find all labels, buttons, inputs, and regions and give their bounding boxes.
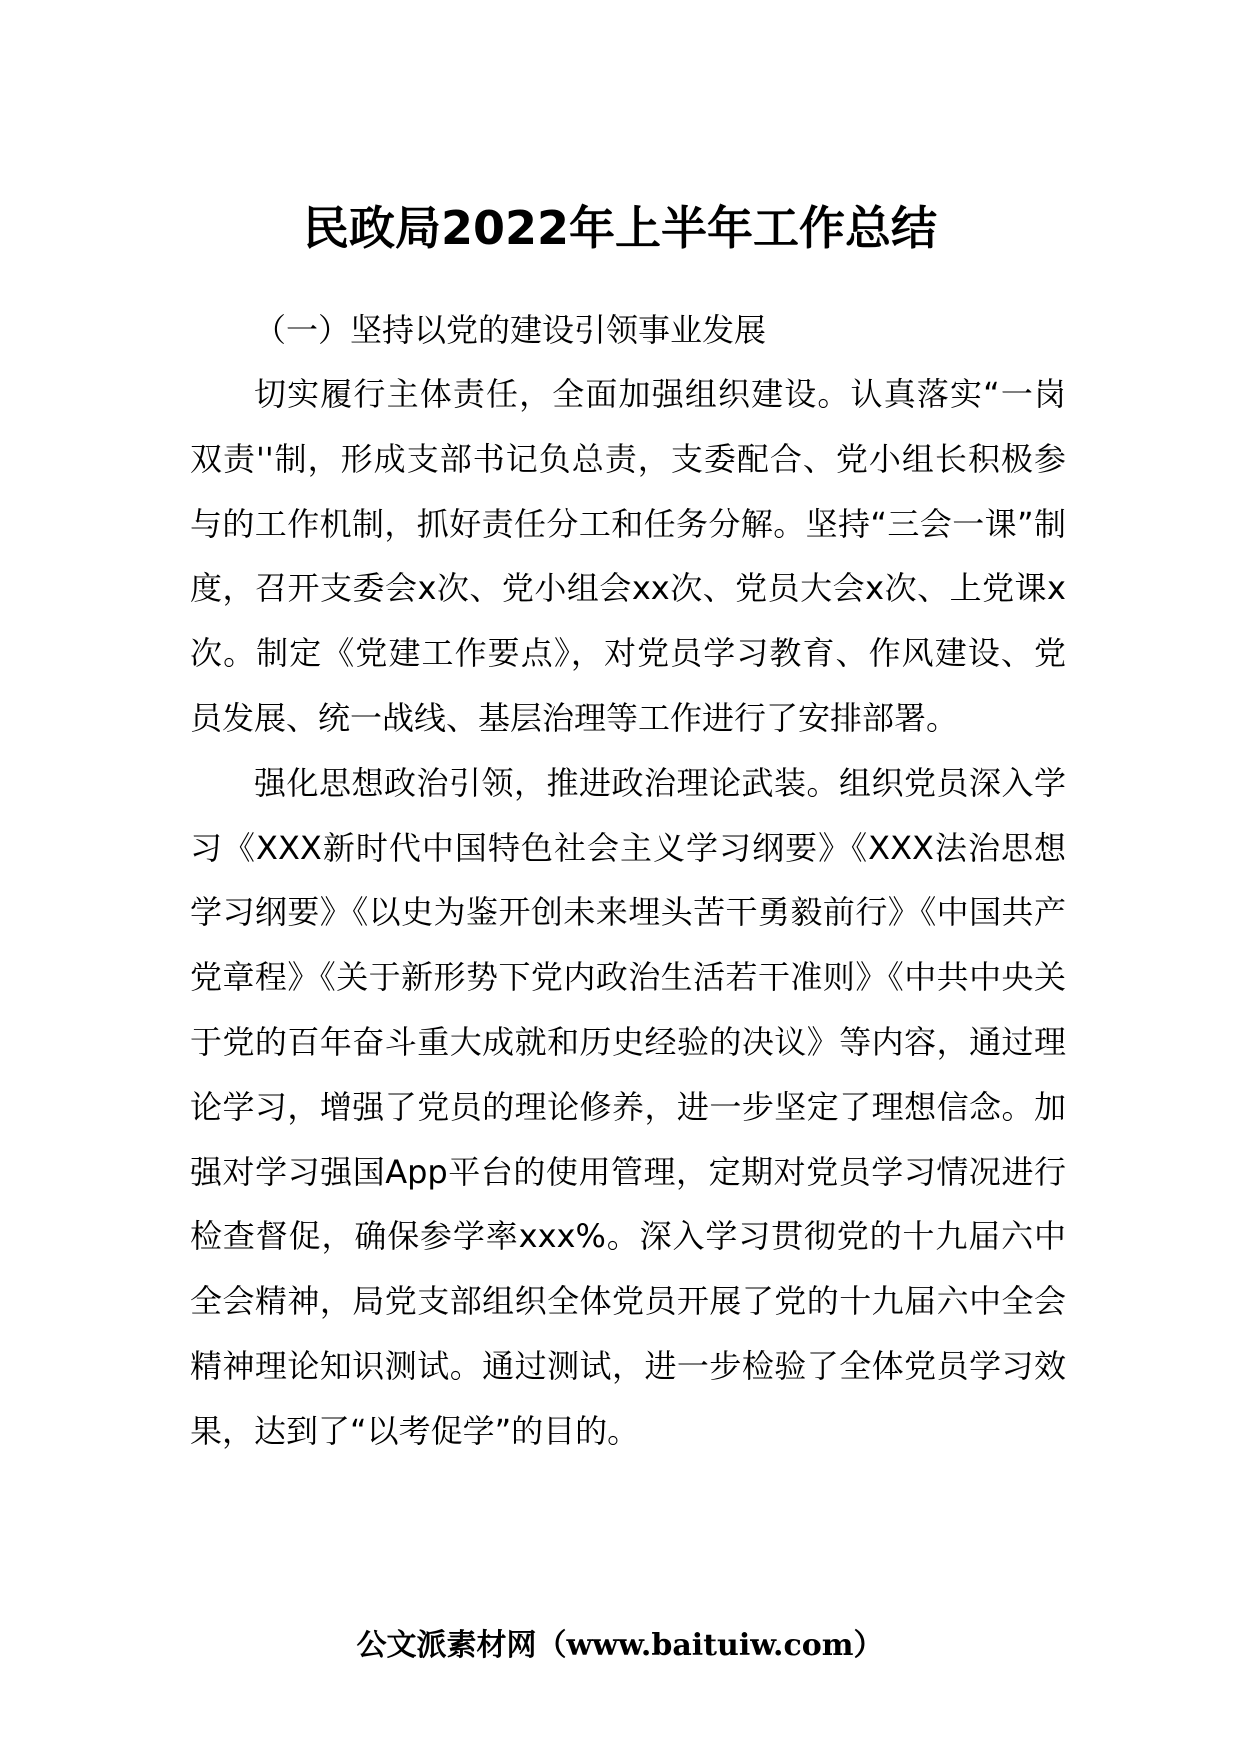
footer-site-url: www.baituiw.com xyxy=(566,1628,854,1663)
footer-site-label: 公文派素材网 xyxy=(356,1628,537,1663)
paragraph-organization-building: 切实履行主体责任，全面加强组织建设。认真落实“一岗双责''制，形成支部书记负总责，支委配合、党小组长积极参与的工作机制，抓好责任分工和任务分解。坚持“三会一课”制度，召开支委会x次、党小组会xx次、党员大会x次、上党课x次。制定《党建工作要点》，对党员学习教育、作风建设、党员发展、统一战线、基层治理等工作进行了安排部署。 xyxy=(190,375,1066,737)
source-footer xyxy=(0,1622,1240,1670)
footer-close-paren: ） xyxy=(853,1628,884,1663)
document-title: 民政局2022年上半年工作总结 xyxy=(302,201,938,255)
paragraph-political-theory: 强化思想政治引领，推进政治理论武装。组织党员深入学习《XXX新时代中国特色社会主义学习纲要》《XXX法治思想学习纲要》《以史为鉴开创未来埋头苦干勇毅前行》《中国共产党章程》《关于新形势下党内政治生活若干准则》《中共中央关于党的百年奋斗重大成就和历史经验的决议》等内容，通过理论学习，增强了党员的理论修养，进一步坚定了理想信念。加强对学习强国App平台的使用管理，定期对党员学习情况进行检查督促，确保参学率xxx%。深入学习贯彻党的十九届六中全会精神，局党支部组织全体党员开展了党的十九届六中全会精神理论知识测试。通过测试，进一步检验了全体党员学习效果，达到了“以考促学”的目的。 xyxy=(190,763,1066,1450)
document-body xyxy=(190,298,1066,1464)
section-heading: （一）坚持以党的建设引领事业发展 xyxy=(254,311,767,349)
footer-open-paren: （ xyxy=(536,1628,567,1663)
